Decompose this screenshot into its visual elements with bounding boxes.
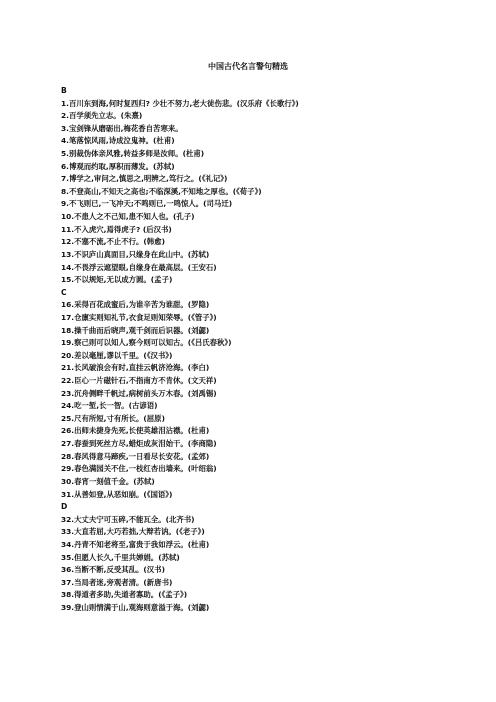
quote-line: 3.宝剑锋从磨砺出,梅花香自苦寒来。: [61, 123, 183, 133]
quote-line: 8.不登高山,不知天之高也;不临深溪,不知地之厚也。(《荀子》): [61, 186, 262, 196]
quote-line: 38.得道者多助,失道者寡助。(《孟子》): [61, 590, 188, 600]
quote-line: 30.春宵一刻值千金。(苏轼): [61, 476, 155, 486]
quote-line: 26.出师未捷身先死,长使英雄泪沾襟。(杜甫): [61, 426, 210, 436]
quote-line: 33.大直若屈,大巧若拙,大辩若讷。(《老子》): [61, 527, 205, 537]
quote-line: 2.百学须先立志。(朱熹): [61, 111, 143, 121]
quote-line: 21.长风破浪会有时,直挂云帆济沧海。(李白): [61, 363, 210, 373]
quote-line: 15.不以规矩,无以成方圆。(孟子): [61, 275, 173, 285]
document-title: 中国古代名言警句精选: [208, 62, 288, 71]
quote-line: 25.尺有所短,寸有所长。(屈原): [61, 413, 165, 423]
quote-line: 19.察己则可以知人,察今则可以知古。(《吕氏春秋》): [61, 338, 232, 348]
quote-line: 39.登山则情满于山,观海则意溢于海。(刘勰): [61, 602, 210, 612]
document-body: [61, 85, 481, 615]
quote-line: 13.不识庐山真面目,只缘身在此山中。(苏轼): [61, 249, 210, 259]
section-letter-c: C: [61, 287, 67, 297]
quote-line: 23.沉舟侧畔千帆过,病树前头万木春。(刘禹锡): [61, 388, 217, 398]
quote-line: 35.但愿人长久,千里共婵娟。(苏轼): [61, 552, 180, 562]
quote-line: 14.不畏浮云遮望眼,自缘身在最高层。(王安石): [61, 262, 217, 272]
section-letter-b: B: [61, 86, 67, 95]
quote-line: 11.不入虎穴,焉得虎子? (后汉书): [61, 224, 172, 234]
quote-line: 22.臣心一片磁针石,不指南方不肯休。(文天祥): [61, 376, 217, 386]
quote-line: 18.操千曲而后晓声,观千剑而后识器。(刘勰): [61, 325, 210, 335]
quote-line: 6.博观而约取,厚积而薄发。(苏轼): [61, 161, 175, 171]
quote-line: 34.丹青不知老将至,富贵于我如浮云。(杜甫): [61, 539, 210, 549]
quote-line: 24.吃一堑,长一智。(古谚语): [61, 401, 158, 411]
quote-line: 7.博学之,审问之,慎思之,明辨之,笃行之。(《礼记》): [61, 174, 228, 184]
quote-line: 36.当断不断,反受其乱。(汉书): [61, 565, 165, 575]
quote-line: 16.采得百花成蜜后,为谁辛苦为谁甜。(罗隐): [61, 300, 210, 310]
quote-line: 37.当局者迷,旁观者清。(新唐书): [61, 577, 173, 587]
quote-line: 31.从善如登,从恶如崩。(《国语》): [61, 489, 173, 499]
quote-line: 12.不塞不流,不止不行。(韩愈): [61, 237, 165, 247]
quote-line: 5.别裁伪体亲风雅,转益多师是汝师。(杜甫): [61, 149, 205, 159]
quote-line: 29.春色满园关不住,一枝红杏出墙来。(叶绍翁): [61, 464, 217, 474]
quote-line: 4.笔落惊风雨,诗成泣鬼神。(杜甫): [61, 136, 175, 146]
quote-line: 10.不患人之不己知,患不知人也。(孔子): [61, 212, 195, 222]
section-letter-d: D: [61, 502, 68, 512]
quote-line: 9.不飞则已,一飞冲天;不鸣则已,一鸣惊人。(司马迁): [61, 199, 233, 209]
quote-line: 1.百川东到海,何时复西归? 少壮不努力,老大徒伤悲。(汉乐府《长歌行》): [61, 98, 299, 108]
quote-line: 28.春风得意马蹄疾,一日看尽长安花。(孟郊): [61, 451, 210, 461]
quote-line: 20.差以毫厘,谬以千里。(《汉书》): [61, 350, 173, 360]
quote-line: 27.春蚕到死丝方尽,蜡炬成灰泪始干。(李商隐): [61, 439, 217, 449]
quote-line: 17.仓廪实则知礼节,衣食足则知荣辱。(《管子》): [61, 312, 217, 322]
quote-line: 32.大丈夫宁可玉碎,不能瓦全。(北齐书): [61, 514, 195, 524]
